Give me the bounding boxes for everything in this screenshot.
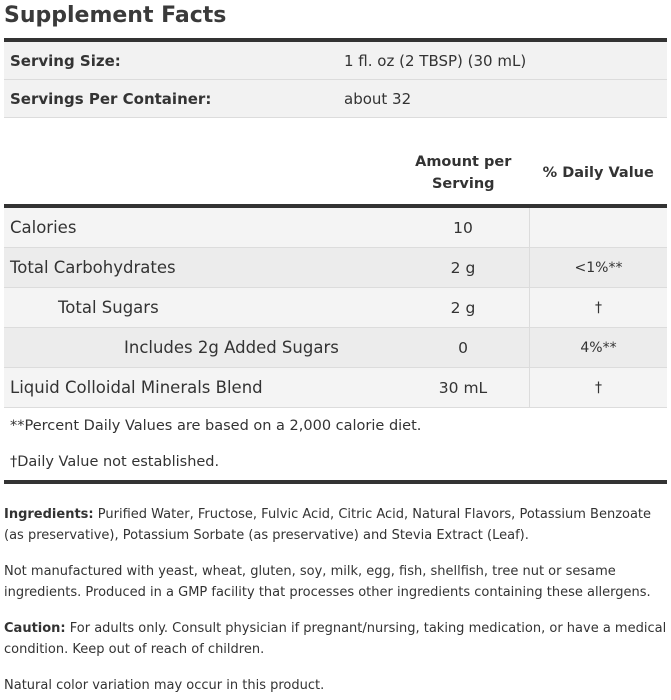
caution-paragraph xyxy=(4,618,667,660)
nutrient-daily-value: <1%** xyxy=(530,248,668,288)
facts-header-row xyxy=(4,142,667,206)
header-amount-per-serving: Amount per Serving xyxy=(415,154,512,192)
ingredients-paragraph xyxy=(4,504,667,546)
product-notes xyxy=(4,484,667,696)
serving-size-row xyxy=(4,40,667,80)
color-variation-paragraph: Natural color variation may occur in this product. xyxy=(4,678,325,693)
header-name xyxy=(4,142,397,206)
nutrient-daily-value: † xyxy=(530,288,668,328)
caution-label: Caution: xyxy=(4,621,66,636)
nutrient-amount: 2 g xyxy=(397,248,530,288)
servings-per-container-value: about 32 xyxy=(338,80,667,118)
nutrient-daily-value: † xyxy=(530,368,668,408)
footnote-daily-values: **Percent Daily Values are based on a 2,000 calorie diet. xyxy=(10,418,422,434)
allergen-paragraph: Not manufactured with yeast, wheat, gluten, soy, milk, egg, fish, shellfish, tree nut or sesame ingredients. Produced in a GMP facility that processes other ingredients containing these allergens. xyxy=(4,564,651,600)
table-row xyxy=(4,206,667,248)
nutrient-name: Includes 2g Added Sugars xyxy=(4,328,397,368)
nutrient-amount: 0 xyxy=(397,328,530,368)
header-daily-value: % Daily Value xyxy=(542,165,654,181)
ingredients-label: Ingredients: xyxy=(4,507,94,522)
serving-info-table xyxy=(4,38,667,118)
table-row xyxy=(4,288,667,328)
nutrition-facts-table xyxy=(4,142,667,408)
nutrient-amount: 30 mL xyxy=(397,368,530,408)
table-row xyxy=(4,368,667,408)
serving-size-label: Serving Size: xyxy=(4,40,338,80)
nutrient-amount: 2 g xyxy=(397,288,530,328)
page-title: Supplement Facts xyxy=(4,3,227,28)
nutrient-name: Total Carbohydrates xyxy=(4,248,397,288)
nutrient-daily-value xyxy=(530,206,668,248)
nutrient-amount: 10 xyxy=(397,206,530,248)
table-row xyxy=(4,248,667,288)
serving-size-value: 1 fl. oz (2 TBSP) (30 mL) xyxy=(338,40,667,80)
servings-per-container-label: Servings Per Container: xyxy=(4,80,338,118)
nutrient-name: Calories xyxy=(4,206,397,248)
ingredients-text: Purified Water, Fructose, Fulvic Acid, Citric Acid, Natural Flavors, Potassium Benzoate (as preservative), Potassium Sorbate (as preservative) and Stevia Extract (Leaf). xyxy=(4,507,652,543)
table-row xyxy=(4,328,667,368)
nutrient-name: Total Sugars xyxy=(4,288,397,328)
servings-per-container-row xyxy=(4,80,667,118)
footnote-not-established: †Daily Value not established. xyxy=(10,454,220,470)
footnotes xyxy=(4,408,667,484)
nutrient-name: Liquid Colloidal Minerals Blend xyxy=(4,368,397,408)
nutrient-daily-value: 4%** xyxy=(530,328,668,368)
caution-text: For adults only. Consult physician if pregnant/nursing, taking medication, or have a medical condition. Keep out of reach of children. xyxy=(4,621,667,657)
